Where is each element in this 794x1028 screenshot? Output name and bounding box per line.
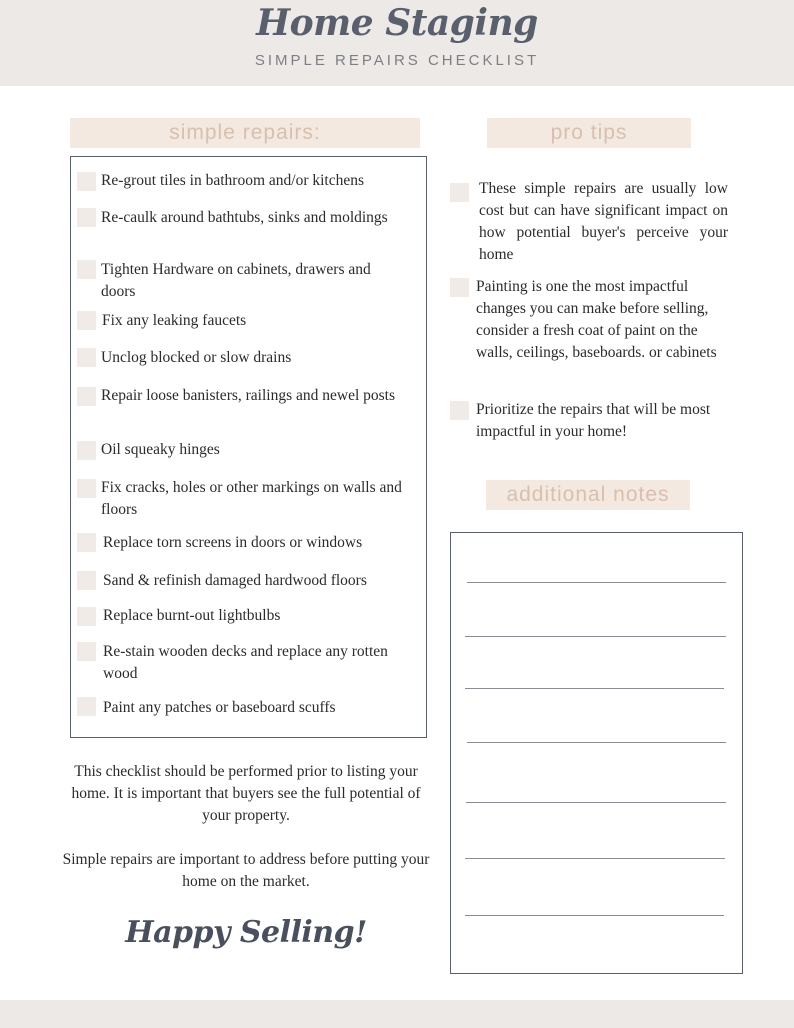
note-line: [467, 582, 726, 583]
note-line: [465, 636, 726, 637]
checkbox[interactable]: [77, 260, 96, 279]
tip-item: Prioritize the repairs that will be most impactful in your home!: [476, 401, 711, 440]
intro-paragraph: This checklist should be performed prior to listing your home. It is important that buyers see the full potential of your property.: [71, 763, 421, 824]
note-line: [466, 802, 726, 803]
checklist-item: Fix cracks, holes or other markings on walls and floors: [101, 479, 402, 518]
checkbox[interactable]: [77, 479, 96, 498]
checkbox[interactable]: [77, 311, 96, 330]
reminder-paragraph: Simple repairs are important to address before putting your home on the market.: [62, 851, 430, 890]
footer-band: [0, 1000, 794, 1028]
checkbox[interactable]: [450, 183, 469, 202]
checkbox[interactable]: [77, 172, 96, 191]
checklist-item: Replace burnt-out lightbulbs: [103, 607, 281, 624]
checklist-item: Re-stain wooden decks and replace any rotten wood: [103, 643, 388, 682]
checkbox[interactable]: [450, 278, 469, 297]
note-line: [467, 742, 726, 743]
checkbox[interactable]: [77, 607, 96, 626]
checklist-item: Repair loose banisters, railings and newel posts: [101, 387, 396, 404]
checklist-item: Unclog blocked or slow drains: [101, 349, 292, 366]
checkbox[interactable]: [77, 441, 96, 460]
checkbox[interactable]: [450, 401, 469, 420]
checkbox[interactable]: [77, 387, 96, 406]
checkbox[interactable]: [77, 642, 96, 661]
checkbox[interactable]: [77, 697, 96, 716]
checklist-item: Paint any patches or baseboard scuffs: [103, 699, 336, 716]
checkbox[interactable]: [77, 571, 96, 590]
checklist-item: Re-grout tiles in bathroom and/or kitchens: [101, 172, 365, 189]
note-line: [465, 858, 725, 859]
checkbox[interactable]: [77, 533, 96, 552]
checkbox[interactable]: [77, 348, 96, 367]
page-subtitle: SIMPLE REPAIRS CHECKLIST: [254, 52, 540, 69]
tip-item: These simple repairs are usually low cost but can have significant impact on how potential buyer's perceive your home: [479, 180, 728, 263]
notes-box[interactable]: [450, 532, 743, 974]
checklist-item: Replace torn screens in doors or windows: [103, 534, 363, 551]
tip-item: Painting is one the most impactful changes you can make before selling, consider a fresh coat of paint on the walls, ceilings, baseboards. or cabinets: [476, 278, 717, 361]
signoff-text: Happy Selling!: [125, 915, 367, 950]
checklist-item: Oil squeaky hinges: [101, 441, 220, 458]
tips-section-label: pro tips: [487, 118, 691, 148]
checklist-item: Tighten Hardware on cabinets, drawers and doors: [101, 261, 371, 300]
page-title: Home Staging: [256, 2, 538, 44]
checklist-item: Sand & refinish damaged hardwood floors: [103, 572, 367, 589]
notes-section-label: additional notes: [486, 480, 690, 510]
checklist-item: Re-caulk around bathtubs, sinks and moldings: [101, 209, 388, 226]
checkbox[interactable]: [77, 208, 96, 227]
note-line: [465, 915, 724, 916]
checklist-item: Fix any leaking faucets: [102, 312, 247, 329]
note-line: [465, 688, 724, 689]
repairs-section-label: simple repairs:: [70, 118, 420, 148]
